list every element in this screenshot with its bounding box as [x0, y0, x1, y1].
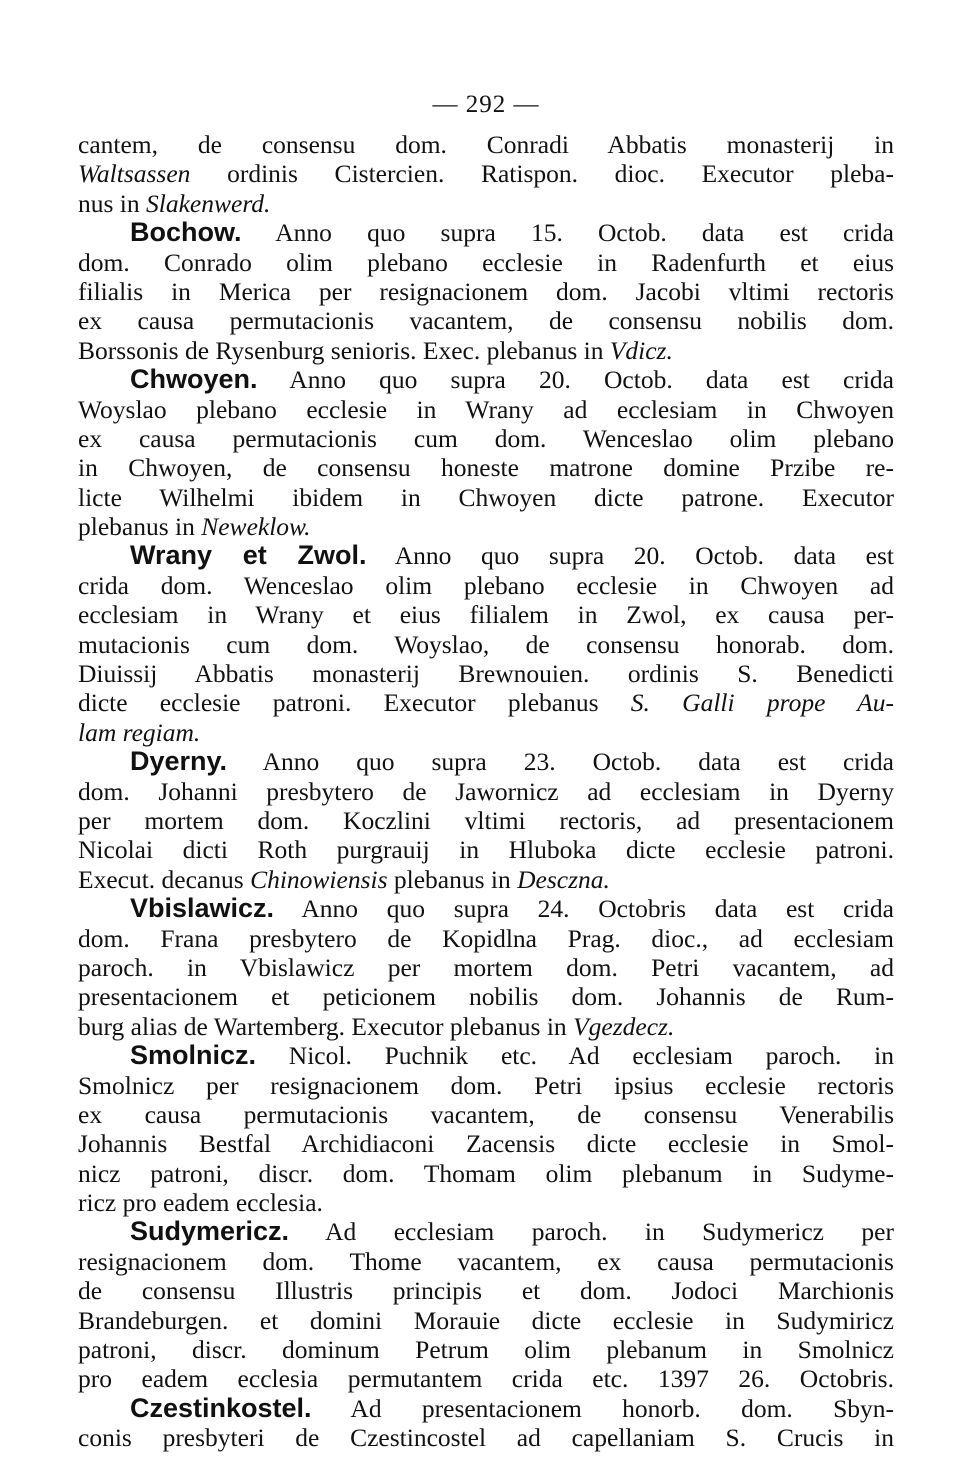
line-text: in Chwoyen, de consensu honeste matrone domine Przibe re-	[78, 453, 894, 483]
text-line	[78, 1364, 894, 1393]
italic-text: Waltsassen	[78, 159, 191, 189]
text-line	[78, 512, 894, 541]
text-line	[78, 306, 894, 335]
text-line	[78, 159, 894, 188]
text-line	[78, 277, 894, 306]
text-line	[78, 688, 894, 717]
text-line	[78, 395, 894, 424]
text-line	[78, 1306, 894, 1335]
line-text: ex causa permutacionis vacantem, de consensu Venerabilis	[78, 1099, 894, 1129]
italic-text: Neweklow.	[201, 512, 311, 542]
italic-text: Vdicz.	[609, 335, 673, 365]
text-line	[78, 894, 894, 923]
line-text: presentacionem et peticionem nobilis dom. Johannis de Rum-	[78, 982, 894, 1012]
line-text: Anno quo supra 20. Octob. data est crida	[257, 365, 894, 395]
italic-text: Desczna.	[517, 864, 610, 894]
italic-text: Chinowiensis	[250, 864, 388, 894]
italic-text: Vgezdecz.	[573, 1011, 675, 1041]
line-text: dom. Johanni presbytero de Jawornicz ad ecclesiam in Dyerny	[78, 776, 894, 806]
line-text: conis presbyteri de Czestincostel ad capellaniam S. Crucis in	[78, 1423, 894, 1453]
text-line	[78, 336, 894, 365]
line-text: dicte ecclesie patroni. Executor plebanus	[78, 688, 631, 718]
line-text: plebanus in	[387, 864, 518, 894]
entry-heading: Czestinkostel.	[130, 1392, 312, 1423]
line-text: dom. Conrado olim plebano ecclesie in Radenfurth et eius	[78, 247, 894, 277]
line-text: per mortem dom. Koczlini vltimi rectoris, ad presentacionem	[78, 805, 894, 835]
line-text: ex causa permutacionis vacantem, de consensu nobilis dom.	[78, 306, 894, 336]
entry-heading: Vbislawicz.	[130, 893, 275, 924]
text-line	[78, 777, 894, 806]
text-line	[78, 571, 894, 600]
line-text: cantem, de consensu dom. Conradi Abbatis monasterij in	[78, 130, 894, 159]
line-text: patroni, discr. dominum Petrum olim plebanum in Smolnicz	[78, 1335, 894, 1365]
line-text: nus in	[78, 188, 147, 218]
line-text: Brandeburgen. et domini Morauie dicte ecclesie in Sudymiricz	[78, 1305, 894, 1335]
text-line	[78, 1335, 894, 1364]
page-number: — 292 —	[432, 91, 540, 118]
text-line	[78, 1012, 894, 1041]
line-text: Execut. decanus	[78, 864, 251, 894]
italic-text: S. Galli prope Au-	[630, 688, 894, 718]
line-text: de consensu Illustris principis et dom. Jodoci Marchionis	[78, 1276, 894, 1306]
text-line	[78, 1041, 894, 1070]
line-text: Ad ecclesiam paroch. in Sudymericz per	[289, 1217, 894, 1247]
text-line	[78, 1423, 894, 1452]
line-text: Anno quo supra 20. Octob. data est	[366, 541, 895, 571]
text-line	[78, 1276, 894, 1305]
text-line	[78, 924, 894, 953]
line-text: crida dom. Wenceslao olim plebano ecclesie in Chwoyen ad	[78, 570, 894, 600]
line-text: licte Wilhelmi ibidem in Chwoyen dicte patrone. Executor	[78, 482, 894, 512]
line-text: Borssonis de Rysenburg senioris. Exec. plebanus in	[78, 335, 610, 365]
italic-text: lam regiam.	[78, 717, 201, 747]
italic-text: Slakenwerd.	[146, 188, 271, 218]
line-text: Anno quo supra 23. Octob. data est crida	[227, 747, 894, 777]
text-line	[78, 1247, 894, 1276]
text-line	[78, 1100, 894, 1129]
line-text: ricz pro eadem ecclesia.	[78, 1188, 323, 1218]
entry-heading: Smolnicz.	[130, 1040, 257, 1071]
entry-heading: Wrany et Zwol.	[130, 540, 367, 571]
line-text: Johannis Bestfal Archidiaconi Zacensis dicte ecclesie in Smol-	[78, 1129, 894, 1159]
text-line	[78, 835, 894, 864]
text-line	[78, 1394, 894, 1423]
entry-heading: Sudymericz.	[130, 1216, 290, 1247]
text-line	[78, 453, 894, 482]
text-line	[78, 541, 894, 570]
line-text: Nicolai dicti Roth purgrauij in Hluboka dicte ecclesie patroni.	[78, 835, 894, 865]
text-line	[78, 1159, 894, 1188]
text-line	[78, 982, 894, 1011]
text-line	[78, 747, 894, 776]
line-text: paroch. in Vbislawicz per mortem dom. Petri vacantem, ad	[78, 952, 894, 982]
line-text: mutacionis cum dom. Woyslao, de consensu honorab. dom.	[78, 629, 894, 659]
line-text: pro eadem ecclesia permutantem crida etc. 1397 26. Octobris.	[78, 1364, 894, 1394]
text-line	[78, 865, 894, 894]
line-text: burg alias de Wartemberg. Executor plebanus in	[78, 1011, 574, 1041]
line-text: Diuissij Abbatis monasterij Brewnouien. ordinis S. Benedicti	[78, 659, 894, 689]
line-text: plebanus in	[78, 512, 202, 542]
text-line	[78, 1129, 894, 1158]
text-body	[78, 130, 894, 1453]
line-text: ecclesiam in Wrany et eius filialem in Zwol, ex causa per-	[78, 600, 894, 630]
text-line	[78, 1071, 894, 1100]
text-line	[78, 1217, 894, 1246]
line-text: dom. Frana presbytero de Kopidlna Prag. dioc., ad ecclesiam	[78, 923, 894, 953]
line-text: ex causa permutacionis cum dom. Wenceslao olim plebano	[78, 423, 894, 453]
line-text: Ad presentacionem honorb. dom. Sbyn-	[311, 1393, 894, 1423]
text-line	[78, 953, 894, 982]
document-page	[78, 86, 894, 1453]
text-line	[78, 365, 894, 394]
line-text: Anno quo supra 24. Octobris data est crida	[274, 894, 894, 924]
text-line	[78, 806, 894, 835]
text-line	[78, 130, 894, 159]
entry-heading: Bochow.	[130, 217, 242, 248]
text-line	[78, 189, 894, 218]
text-line	[78, 718, 894, 747]
text-line	[78, 424, 894, 453]
line-text: Nicol. Puchnik etc. Ad ecclesiam paroch. in	[256, 1041, 894, 1071]
text-line	[78, 630, 894, 659]
line-text: Smolnicz per resignacionem dom. Petri ipsius ecclesie rectoris	[78, 1070, 894, 1100]
text-line	[78, 600, 894, 629]
text-line	[78, 248, 894, 277]
line-text: resignacionem dom. Thome vacantem, ex causa permutacionis	[78, 1246, 894, 1276]
entry-heading: Dyerny.	[130, 746, 228, 777]
text-line	[78, 483, 894, 512]
line-text: ordinis Cistercien. Ratispon. dioc. Executor pleba-	[190, 159, 894, 189]
line-text: nicz patroni, discr. dom. Thomam olim plebanum in Sudyme-	[78, 1158, 894, 1188]
line-text: Anno quo supra 15. Octob. data est crida	[241, 218, 894, 248]
text-line	[78, 218, 894, 247]
entry-heading: Chwoyen.	[130, 364, 258, 395]
text-line	[78, 1188, 894, 1217]
line-text: filialis in Merica per resignacionem dom. Jacobi vltimi rectoris	[78, 276, 894, 306]
text-line	[78, 659, 894, 688]
line-text: Woyslao plebano ecclesie in Wrany ad ecclesiam in Chwoyen	[78, 394, 894, 424]
